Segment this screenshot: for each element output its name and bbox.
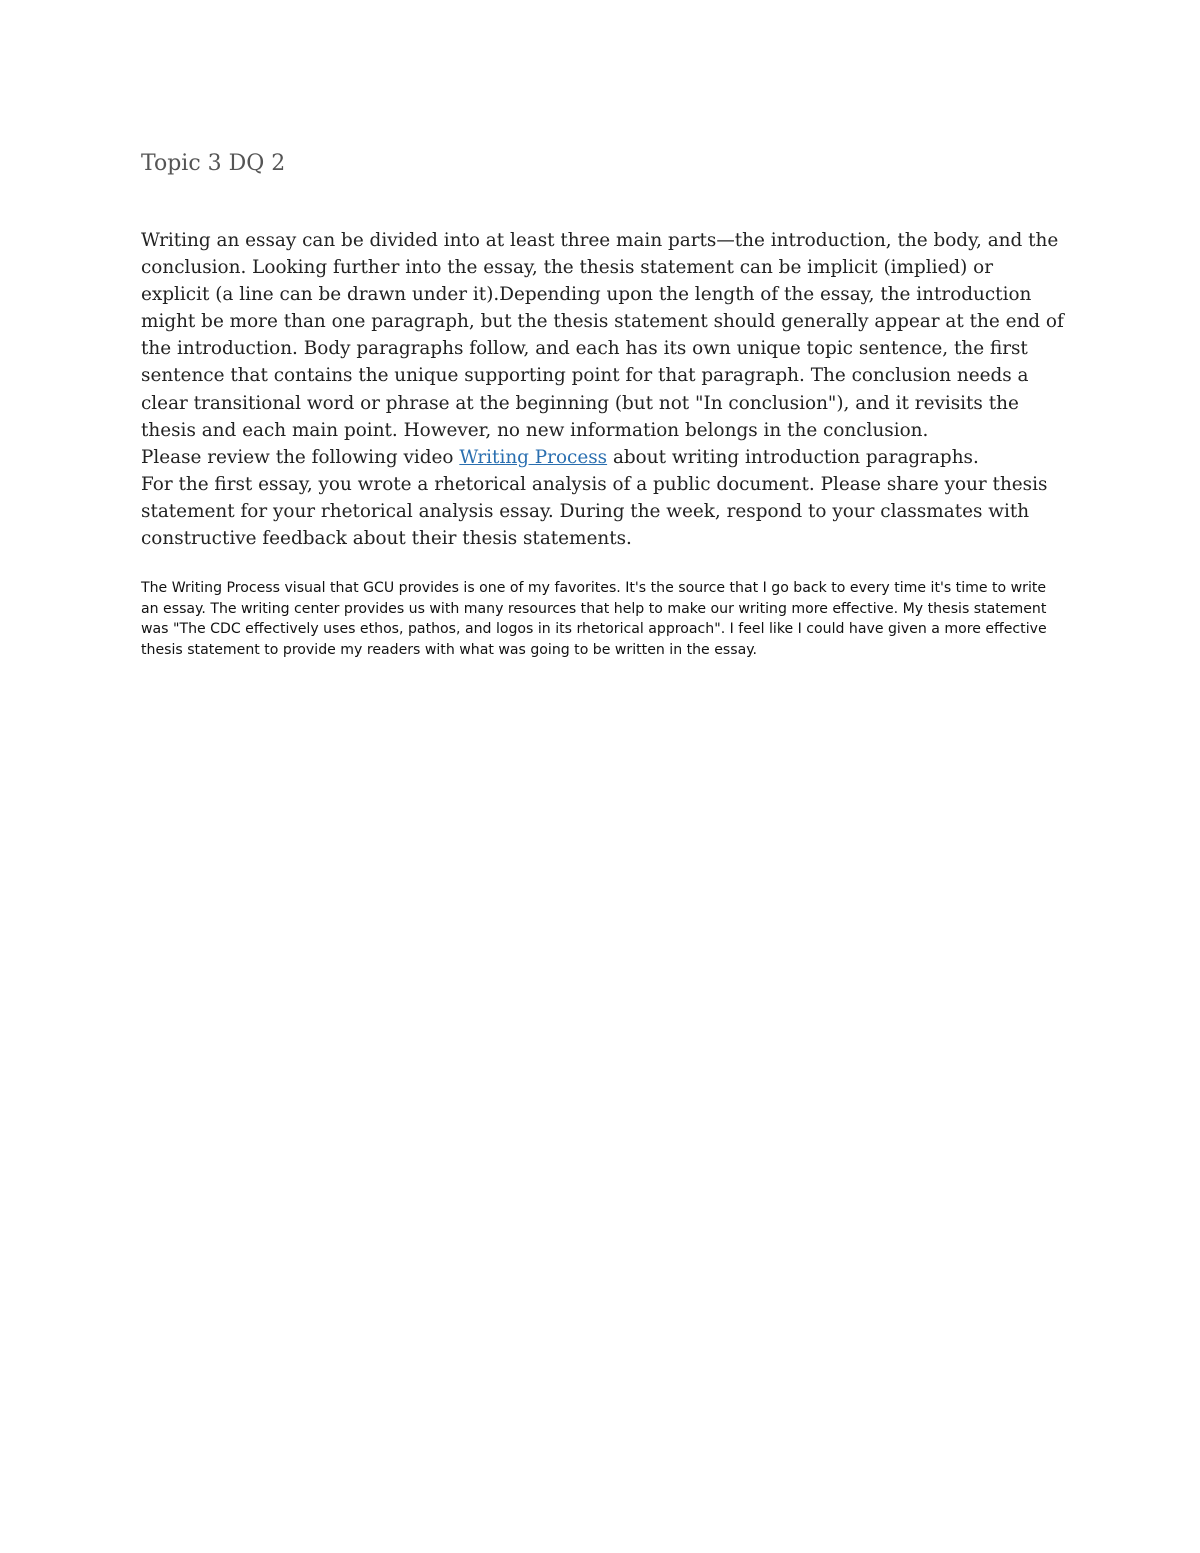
prompt-paragraph-video	[141, 444, 1066, 471]
page-title: Topic 3 DQ 2	[141, 151, 286, 176]
writing-process-link[interactable]: Writing Process	[459, 446, 608, 468]
prompt-paragraph-thesis-request: For the first essay, you wrote a rhetorical analysis of a public document. Please share your thesis statement for your rhetorical analysis essay. During the week, respond to your classmates with constructive feedback about their thesis statements.	[141, 473, 1048, 550]
prompt-paragraph-essay-structure: Writing an essay can be divided into at least three main parts—the introduction, the body, and the conclusion. Looking further into the essay, the thesis statement can be implicit (implied) or explicit (a line can be drawn under it).Depending upon the length of the essay, the introduction might be more than one paragraph, but the thesis statement should generally appear at the end of the introduction. Body paragraphs follow, and each has its own unique topic sentence, the first sentence that contains the unique supporting point for that paragraph. The conclusion needs a clear transitional word or phrase at the beginning (but not "In conclusion"), and it revisits the thesis and each main point. However, no new information belongs in the conclusion.	[141, 230, 1064, 441]
video-line-before: Please review the following video	[141, 446, 460, 468]
student-response: The Writing Process visual that GCU provides is one of my favorites. It's the source that I go back to every time it's time to write an essay. The writing center provides us with many resources that help to make our writing more effective. My thesis statement was "The CDC effectively uses ethos, pathos, and logos in its rhetorical approach". I feel like I could have given a more effective thesis statement to provide my readers with what was going to be written in the essay.	[141, 580, 1047, 658]
video-line-after: about writing introduction paragraphs.	[607, 446, 979, 468]
discussion-prompt	[141, 227, 1066, 552]
